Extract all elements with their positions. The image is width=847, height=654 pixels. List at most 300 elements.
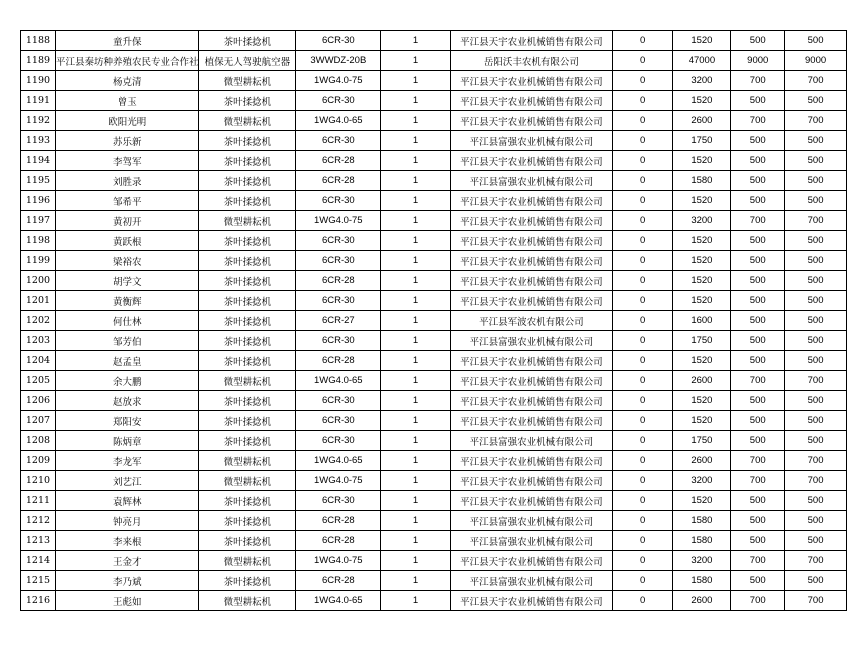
central-subsidy-cell: 500 xyxy=(731,391,785,411)
machine-type-cell: 微型耕耘机 xyxy=(199,451,296,471)
quantity-cell: 1 xyxy=(381,411,451,431)
row-number-cell: 1197 xyxy=(21,211,56,231)
model-cell: 6CR-30 xyxy=(296,91,381,111)
table-row xyxy=(21,371,847,391)
model-cell: 6CR-28 xyxy=(296,171,381,191)
extra-cell: 0 xyxy=(612,331,673,351)
dealer-cell: 平江县天宇农业机械销售有限公司 xyxy=(450,251,612,271)
quantity-cell: 1 xyxy=(381,291,451,311)
row-number-cell: 1196 xyxy=(21,191,56,211)
price-cell: 1600 xyxy=(673,311,731,331)
model-cell: 6CR-28 xyxy=(296,271,381,291)
price-cell: 3200 xyxy=(673,551,731,571)
central-subsidy-cell: 500 xyxy=(731,531,785,551)
total-subsidy-cell: 700 xyxy=(785,71,847,91)
quantity-cell: 1 xyxy=(381,151,451,171)
central-subsidy-cell: 500 xyxy=(731,291,785,311)
spreadsheet-page xyxy=(20,30,847,611)
total-subsidy-cell: 500 xyxy=(785,331,847,351)
price-cell: 1520 xyxy=(673,191,731,211)
model-cell: 6CR-28 xyxy=(296,531,381,551)
price-cell: 1520 xyxy=(673,271,731,291)
buyer-name-cell: 刘胜录 xyxy=(55,171,199,191)
model-cell: 6CR-28 xyxy=(296,571,381,591)
row-number-cell: 1198 xyxy=(21,231,56,251)
dealer-cell: 平江县天宇农业机械销售有限公司 xyxy=(450,351,612,371)
central-subsidy-cell: 500 xyxy=(731,251,785,271)
model-cell: 6CR-28 xyxy=(296,351,381,371)
buyer-name-cell: 赵孟皇 xyxy=(55,351,199,371)
dealer-cell: 平江县天宇农业机械销售有限公司 xyxy=(450,151,612,171)
price-cell: 1520 xyxy=(673,151,731,171)
machine-type-cell: 植保无人驾驶航空器 xyxy=(199,51,296,71)
total-subsidy-cell: 700 xyxy=(785,371,847,391)
extra-cell: 0 xyxy=(612,471,673,491)
quantity-cell: 1 xyxy=(381,371,451,391)
total-subsidy-cell: 500 xyxy=(785,191,847,211)
quantity-cell: 1 xyxy=(381,511,451,531)
machine-type-cell: 微型耕耘机 xyxy=(199,71,296,91)
table-row xyxy=(21,531,847,551)
total-subsidy-cell: 700 xyxy=(785,551,847,571)
dealer-cell: 平江县天宇农业机械销售有限公司 xyxy=(450,551,612,571)
machine-type-cell: 茶叶揉捻机 xyxy=(199,311,296,331)
price-cell: 3200 xyxy=(673,471,731,491)
row-number-cell: 1191 xyxy=(21,91,56,111)
table-row xyxy=(21,211,847,231)
dealer-cell: 平江县天宇农业机械销售有限公司 xyxy=(450,211,612,231)
quantity-cell: 1 xyxy=(381,591,451,611)
total-subsidy-cell: 500 xyxy=(785,231,847,251)
buyer-name-cell: 王金才 xyxy=(55,551,199,571)
total-subsidy-cell: 500 xyxy=(785,251,847,271)
price-cell: 1580 xyxy=(673,511,731,531)
row-number-cell: 1215 xyxy=(21,571,56,591)
dealer-cell: 平江县天宇农业机械销售有限公司 xyxy=(450,31,612,51)
buyer-name-cell: 胡学文 xyxy=(55,271,199,291)
row-number-cell: 1209 xyxy=(21,451,56,471)
model-cell: 1WG4.0-75 xyxy=(296,471,381,491)
machine-type-cell: 微型耕耘机 xyxy=(199,111,296,131)
table-row xyxy=(21,351,847,371)
buyer-name-cell: 余大鹏 xyxy=(55,371,199,391)
buyer-name-cell: 李乃斌 xyxy=(55,571,199,591)
row-number-cell: 1199 xyxy=(21,251,56,271)
extra-cell: 0 xyxy=(612,411,673,431)
buyer-name-cell: 邹芳伯 xyxy=(55,331,199,351)
central-subsidy-cell: 500 xyxy=(731,191,785,211)
table-row xyxy=(21,471,847,491)
extra-cell: 0 xyxy=(612,251,673,271)
extra-cell: 0 xyxy=(612,111,673,131)
machine-type-cell: 茶叶揉捻机 xyxy=(199,571,296,591)
machine-type-cell: 茶叶揉捻机 xyxy=(199,131,296,151)
dealer-cell: 平江县天宇农业机械销售有限公司 xyxy=(450,411,612,431)
table-row xyxy=(21,91,847,111)
quantity-cell: 1 xyxy=(381,31,451,51)
model-cell: 6CR-30 xyxy=(296,251,381,271)
total-subsidy-cell: 500 xyxy=(785,151,847,171)
machine-type-cell: 茶叶揉捻机 xyxy=(199,391,296,411)
machine-type-cell: 微型耕耘机 xyxy=(199,371,296,391)
table-row xyxy=(21,511,847,531)
price-cell: 1520 xyxy=(673,491,731,511)
dealer-cell: 平江县天宇农业机械销售有限公司 xyxy=(450,231,612,251)
buyer-name-cell: 黄衡辉 xyxy=(55,291,199,311)
central-subsidy-cell: 500 xyxy=(731,31,785,51)
price-cell: 1750 xyxy=(673,331,731,351)
central-subsidy-cell: 9000 xyxy=(731,51,785,71)
quantity-cell: 1 xyxy=(381,531,451,551)
price-cell: 3200 xyxy=(673,211,731,231)
model-cell: 6CR-30 xyxy=(296,31,381,51)
central-subsidy-cell: 700 xyxy=(731,551,785,571)
extra-cell: 0 xyxy=(612,551,673,571)
total-subsidy-cell: 500 xyxy=(785,571,847,591)
extra-cell: 0 xyxy=(612,31,673,51)
subsidy-table xyxy=(20,30,847,611)
buyer-name-cell: 欧阳光明 xyxy=(55,111,199,131)
model-cell: 6CR-30 xyxy=(296,231,381,251)
model-cell: 6CR-30 xyxy=(296,331,381,351)
extra-cell: 0 xyxy=(612,511,673,531)
quantity-cell: 1 xyxy=(381,231,451,251)
dealer-cell: 平江县富强农业机械有限公司 xyxy=(450,131,612,151)
quantity-cell: 1 xyxy=(381,551,451,571)
extra-cell: 0 xyxy=(612,351,673,371)
table-row xyxy=(21,131,847,151)
total-subsidy-cell: 500 xyxy=(785,131,847,151)
machine-type-cell: 茶叶揉捻机 xyxy=(199,431,296,451)
total-subsidy-cell: 500 xyxy=(785,411,847,431)
model-cell: 1WG4.0-65 xyxy=(296,451,381,471)
model-cell: 3WWDZ-20B xyxy=(296,51,381,71)
machine-type-cell: 茶叶揉捻机 xyxy=(199,411,296,431)
machine-type-cell: 微型耕耘机 xyxy=(199,471,296,491)
row-number-cell: 1210 xyxy=(21,471,56,491)
quantity-cell: 1 xyxy=(381,311,451,331)
central-subsidy-cell: 500 xyxy=(731,331,785,351)
dealer-cell: 平江县富强农业机械有限公司 xyxy=(450,511,612,531)
buyer-name-cell: 刘艺江 xyxy=(55,471,199,491)
dealer-cell: 平江县天宇农业机械销售有限公司 xyxy=(450,451,612,471)
buyer-name-cell: 赵放求 xyxy=(55,391,199,411)
central-subsidy-cell: 500 xyxy=(731,431,785,451)
buyer-name-cell: 邹希平 xyxy=(55,191,199,211)
dealer-cell: 平江县天宇农业机械销售有限公司 xyxy=(450,91,612,111)
extra-cell: 0 xyxy=(612,51,673,71)
dealer-cell: 平江县天宇农业机械销售有限公司 xyxy=(450,271,612,291)
buyer-name-cell: 苏乐新 xyxy=(55,131,199,151)
extra-cell: 0 xyxy=(612,591,673,611)
total-subsidy-cell: 700 xyxy=(785,471,847,491)
model-cell: 6CR-30 xyxy=(296,411,381,431)
total-subsidy-cell: 500 xyxy=(785,531,847,551)
extra-cell: 0 xyxy=(612,71,673,91)
buyer-name-cell: 李龙军 xyxy=(55,451,199,471)
table-body xyxy=(21,31,847,611)
table-row xyxy=(21,591,847,611)
central-subsidy-cell: 500 xyxy=(731,151,785,171)
machine-type-cell: 茶叶揉捻机 xyxy=(199,531,296,551)
central-subsidy-cell: 500 xyxy=(731,311,785,331)
table-row xyxy=(21,291,847,311)
machine-type-cell: 微型耕耘机 xyxy=(199,591,296,611)
model-cell: 6CR-28 xyxy=(296,151,381,171)
model-cell: 6CR-30 xyxy=(296,431,381,451)
row-number-cell: 1193 xyxy=(21,131,56,151)
dealer-cell: 平江县富强农业机械有限公司 xyxy=(450,331,612,351)
row-number-cell: 1200 xyxy=(21,271,56,291)
central-subsidy-cell: 500 xyxy=(731,131,785,151)
quantity-cell: 1 xyxy=(381,51,451,71)
dealer-cell: 平江县天宇农业机械销售有限公司 xyxy=(450,71,612,91)
model-cell: 1WG4.0-75 xyxy=(296,71,381,91)
dealer-cell: 平江县天宇农业机械销售有限公司 xyxy=(450,111,612,131)
total-subsidy-cell: 500 xyxy=(785,431,847,451)
table-row xyxy=(21,571,847,591)
row-number-cell: 1208 xyxy=(21,431,56,451)
price-cell: 1520 xyxy=(673,351,731,371)
total-subsidy-cell: 500 xyxy=(785,271,847,291)
price-cell: 1580 xyxy=(673,571,731,591)
table-row xyxy=(21,191,847,211)
extra-cell: 0 xyxy=(612,271,673,291)
model-cell: 1WG4.0-65 xyxy=(296,111,381,131)
total-subsidy-cell: 500 xyxy=(785,491,847,511)
dealer-cell: 平江县天宇农业机械销售有限公司 xyxy=(450,191,612,211)
quantity-cell: 1 xyxy=(381,451,451,471)
buyer-name-cell: 钟亮月 xyxy=(55,511,199,531)
extra-cell: 0 xyxy=(612,431,673,451)
quantity-cell: 1 xyxy=(381,391,451,411)
buyer-name-cell: 杨克清 xyxy=(55,71,199,91)
table-row xyxy=(21,431,847,451)
buyer-name-cell: 李驾军 xyxy=(55,151,199,171)
buyer-name-cell: 梁裕农 xyxy=(55,251,199,271)
dealer-cell: 岳阳沃丰农机有限公司 xyxy=(450,51,612,71)
central-subsidy-cell: 700 xyxy=(731,71,785,91)
machine-type-cell: 茶叶揉捻机 xyxy=(199,151,296,171)
extra-cell: 0 xyxy=(612,571,673,591)
buyer-name-cell: 李来根 xyxy=(55,531,199,551)
dealer-cell: 平江县富强农业机械有限公司 xyxy=(450,531,612,551)
machine-type-cell: 茶叶揉捻机 xyxy=(199,271,296,291)
total-subsidy-cell: 500 xyxy=(785,391,847,411)
extra-cell: 0 xyxy=(612,491,673,511)
model-cell: 1WG4.0-75 xyxy=(296,551,381,571)
central-subsidy-cell: 500 xyxy=(731,91,785,111)
dealer-cell: 平江县天宇农业机械销售有限公司 xyxy=(450,371,612,391)
buyer-name-cell: 童升保 xyxy=(55,31,199,51)
table-row xyxy=(21,71,847,91)
machine-type-cell: 茶叶揉捻机 xyxy=(199,191,296,211)
dealer-cell: 平江县军波农机有限公司 xyxy=(450,311,612,331)
buyer-name-cell: 黄初开 xyxy=(55,211,199,231)
quantity-cell: 1 xyxy=(381,91,451,111)
table-row xyxy=(21,51,847,71)
machine-type-cell: 微型耕耘机 xyxy=(199,211,296,231)
extra-cell: 0 xyxy=(612,211,673,231)
total-subsidy-cell: 700 xyxy=(785,591,847,611)
model-cell: 1WG4.0-65 xyxy=(296,591,381,611)
row-number-cell: 1212 xyxy=(21,511,56,531)
central-subsidy-cell: 700 xyxy=(731,211,785,231)
quantity-cell: 1 xyxy=(381,331,451,351)
row-number-cell: 1203 xyxy=(21,331,56,351)
central-subsidy-cell: 500 xyxy=(731,491,785,511)
central-subsidy-cell: 500 xyxy=(731,351,785,371)
model-cell: 6CR-30 xyxy=(296,391,381,411)
price-cell: 1520 xyxy=(673,251,731,271)
table-row xyxy=(21,111,847,131)
total-subsidy-cell: 700 xyxy=(785,451,847,471)
quantity-cell: 1 xyxy=(381,191,451,211)
machine-type-cell: 茶叶揉捻机 xyxy=(199,251,296,271)
buyer-name-cell: 曾玉 xyxy=(55,91,199,111)
central-subsidy-cell: 500 xyxy=(731,271,785,291)
extra-cell: 0 xyxy=(612,151,673,171)
dealer-cell: 平江县富强农业机械有限公司 xyxy=(450,431,612,451)
price-cell: 1580 xyxy=(673,171,731,191)
quantity-cell: 1 xyxy=(381,71,451,91)
buyer-name-cell: 袁辉林 xyxy=(55,491,199,511)
quantity-cell: 1 xyxy=(381,251,451,271)
price-cell: 2600 xyxy=(673,371,731,391)
central-subsidy-cell: 700 xyxy=(731,591,785,611)
row-number-cell: 1211 xyxy=(21,491,56,511)
extra-cell: 0 xyxy=(612,531,673,551)
row-number-cell: 1190 xyxy=(21,71,56,91)
total-subsidy-cell: 500 xyxy=(785,171,847,191)
buyer-name-cell: 郑阳安 xyxy=(55,411,199,431)
machine-type-cell: 茶叶揉捻机 xyxy=(199,511,296,531)
buyer-name-cell: 平江县秦坊种养殖农民专业合作社 xyxy=(55,51,199,71)
central-subsidy-cell: 700 xyxy=(731,471,785,491)
row-number-cell: 1202 xyxy=(21,311,56,331)
price-cell: 1520 xyxy=(673,231,731,251)
machine-type-cell: 微型耕耘机 xyxy=(199,551,296,571)
extra-cell: 0 xyxy=(612,131,673,151)
model-cell: 1WG4.0-65 xyxy=(296,371,381,391)
buyer-name-cell: 何仕林 xyxy=(55,311,199,331)
machine-type-cell: 茶叶揉捻机 xyxy=(199,331,296,351)
table-row xyxy=(21,151,847,171)
price-cell: 47000 xyxy=(673,51,731,71)
total-subsidy-cell: 500 xyxy=(785,31,847,51)
extra-cell: 0 xyxy=(612,191,673,211)
central-subsidy-cell: 700 xyxy=(731,371,785,391)
quantity-cell: 1 xyxy=(381,471,451,491)
model-cell: 6CR-30 xyxy=(296,191,381,211)
price-cell: 1520 xyxy=(673,391,731,411)
table-row xyxy=(21,171,847,191)
dealer-cell: 平江县天宇农业机械销售有限公司 xyxy=(450,491,612,511)
buyer-name-cell: 陈炳章 xyxy=(55,431,199,451)
quantity-cell: 1 xyxy=(381,571,451,591)
total-subsidy-cell: 500 xyxy=(785,91,847,111)
dealer-cell: 平江县天宇农业机械销售有限公司 xyxy=(450,591,612,611)
quantity-cell: 1 xyxy=(381,131,451,151)
price-cell: 1750 xyxy=(673,431,731,451)
row-number-cell: 1216 xyxy=(21,591,56,611)
model-cell: 6CR-30 xyxy=(296,131,381,151)
row-number-cell: 1213 xyxy=(21,531,56,551)
quantity-cell: 1 xyxy=(381,111,451,131)
extra-cell: 0 xyxy=(612,371,673,391)
central-subsidy-cell: 700 xyxy=(731,111,785,131)
price-cell: 3200 xyxy=(673,71,731,91)
model-cell: 6CR-28 xyxy=(296,511,381,531)
row-number-cell: 1189 xyxy=(21,51,56,71)
total-subsidy-cell: 700 xyxy=(785,211,847,231)
total-subsidy-cell: 500 xyxy=(785,311,847,331)
total-subsidy-cell: 500 xyxy=(785,351,847,371)
quantity-cell: 1 xyxy=(381,351,451,371)
machine-type-cell: 茶叶揉捻机 xyxy=(199,351,296,371)
dealer-cell: 平江县富强农业机械有限公司 xyxy=(450,171,612,191)
table-row xyxy=(21,251,847,271)
dealer-cell: 平江县天宇农业机械销售有限公司 xyxy=(450,391,612,411)
extra-cell: 0 xyxy=(612,171,673,191)
model-cell: 6CR-30 xyxy=(296,491,381,511)
table-row xyxy=(21,311,847,331)
table-row xyxy=(21,391,847,411)
model-cell: 6CR-27 xyxy=(296,311,381,331)
machine-type-cell: 茶叶揉捻机 xyxy=(199,231,296,251)
machine-type-cell: 茶叶揉捻机 xyxy=(199,491,296,511)
extra-cell: 0 xyxy=(612,291,673,311)
quantity-cell: 1 xyxy=(381,211,451,231)
central-subsidy-cell: 700 xyxy=(731,451,785,471)
dealer-cell: 平江县富强农业机械有限公司 xyxy=(450,571,612,591)
price-cell: 1520 xyxy=(673,31,731,51)
central-subsidy-cell: 500 xyxy=(731,171,785,191)
central-subsidy-cell: 500 xyxy=(731,511,785,531)
quantity-cell: 1 xyxy=(381,491,451,511)
table-row xyxy=(21,451,847,471)
extra-cell: 0 xyxy=(612,91,673,111)
central-subsidy-cell: 500 xyxy=(731,231,785,251)
extra-cell: 0 xyxy=(612,451,673,471)
price-cell: 1520 xyxy=(673,291,731,311)
table-row xyxy=(21,551,847,571)
table-row xyxy=(21,271,847,291)
dealer-cell: 平江县天宇农业机械销售有限公司 xyxy=(450,471,612,491)
quantity-cell: 1 xyxy=(381,171,451,191)
machine-type-cell: 茶叶揉捻机 xyxy=(199,291,296,311)
row-number-cell: 1214 xyxy=(21,551,56,571)
quantity-cell: 1 xyxy=(381,431,451,451)
machine-type-cell: 茶叶揉捻机 xyxy=(199,91,296,111)
total-subsidy-cell: 500 xyxy=(785,511,847,531)
price-cell: 2600 xyxy=(673,451,731,471)
table-row xyxy=(21,491,847,511)
extra-cell: 0 xyxy=(612,391,673,411)
row-number-cell: 1194 xyxy=(21,151,56,171)
price-cell: 1520 xyxy=(673,411,731,431)
row-number-cell: 1204 xyxy=(21,351,56,371)
table-row xyxy=(21,231,847,251)
total-subsidy-cell: 700 xyxy=(785,111,847,131)
row-number-cell: 1192 xyxy=(21,111,56,131)
row-number-cell: 1207 xyxy=(21,411,56,431)
central-subsidy-cell: 500 xyxy=(731,571,785,591)
quantity-cell: 1 xyxy=(381,271,451,291)
price-cell: 1580 xyxy=(673,531,731,551)
price-cell: 1520 xyxy=(673,91,731,111)
buyer-name-cell: 王彪如 xyxy=(55,591,199,611)
